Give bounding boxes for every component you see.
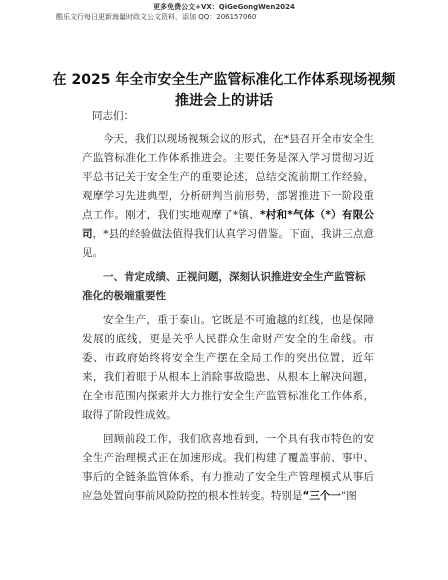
greeting: 同志们： <box>92 110 134 122</box>
review-text: 回顾前段工作，我们欣喜地看到，一个具有我市特色的安全生产治理模式正在加速形成。我们构建了覆盖事前、事中、事后的全链条监管体系，有力推动了安全生产管理模式从事后应急处置向事前风险防控的根本性转变。特别是 <box>82 433 374 502</box>
promo-header: 更多免费公文+VX：QiGeGongWen2024 <box>153 3 295 11</box>
paragraph-safety: 安全生产，重于泰山。它既是不可逾越的红线，也是保障发展的底线，更是关乎人民群众生命财产安全的生命线。市委、市政府始终将安全生产摆在全局工作的突出位置，近年来，我们着眼于从根本上消除事故隐患、从根本上解决问题，在全市范围内探索并大力推行安全生产监管标准化工作体系，取得了阶段性成效。 <box>82 314 374 421</box>
section-heading-1: 一、肯定成绩、正视问题，深刻认识推进安全生产监管标准化的极端重要性 <box>82 271 366 302</box>
speech-title: 在 2025 年全市安全生产监管标准化工作体系现场视频推进会上的讲话 <box>52 72 396 109</box>
review-tail: ”图 <box>340 490 357 502</box>
intro-text-b: ，*县的经验做法值得我们认真学习借鉴。下面，我讲三点意见。 <box>82 228 375 259</box>
source-note: 酷乐文行每日更新海量时政文公文资料，添加 QQ：206157060 <box>56 13 257 21</box>
paragraph-intro <box>82 130 374 263</box>
speech-body <box>82 107 374 511</box>
review-emphasis: “三个一 <box>302 490 341 502</box>
paragraph-review <box>82 430 374 506</box>
intro-text-a: 今天，我们以现场视频会议的形式，在*县召开全市安全生产监管标准化工作体系推进会。主要任务是深入学习贯彻习近平总书记关于安全生产的重要论述，总结交流前期工作经验，观摩学习先进典型，分析研判当前形势，部署推进下一阶段重点工作。刚才，我们实地观摩了*镇、 <box>82 133 374 221</box>
intro-emphasis: *村和*气体（*）有限公司 <box>82 209 374 240</box>
